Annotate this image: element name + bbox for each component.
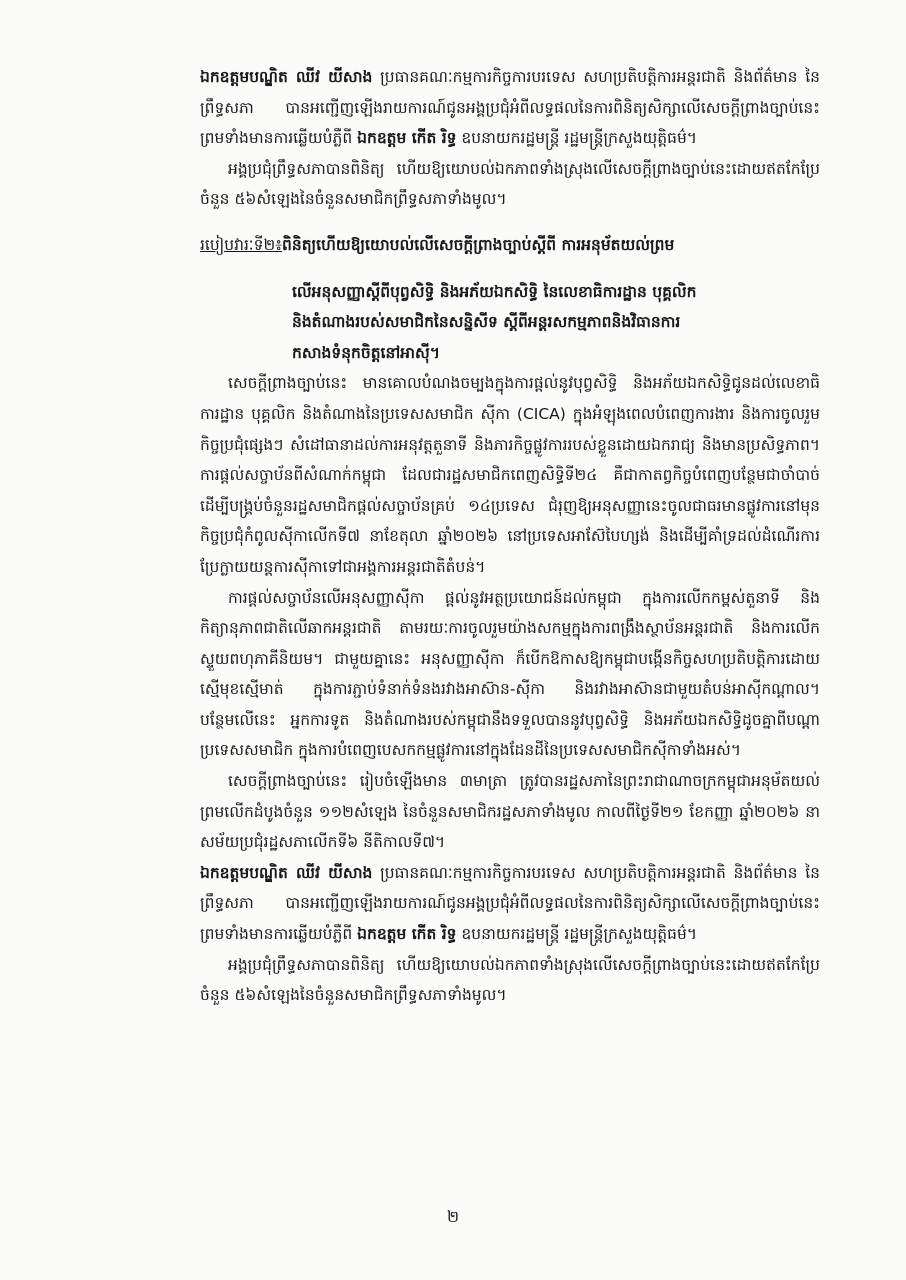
document-body xyxy=(200,62,820,1011)
paragraph-law-purpose: សេចក្តីព្រាងច្បាប់នេះ មានគោលបំណងចម្បងក្នុងការផ្តល់នូវបុព្វសិទ្ធិ និងអភ័យឯកសិទ្ធិជូនដល់លេខាធិការដ្ឋាន បុគ្គលិក និងតំណាងនៃប្រទេសសមាជិក ស៊ីកា (CICA) ក្នុងអំឡុងពេលបំពេញការងារ និងការចូលរួមកិច្ចប្រជុំផ្សេងៗ សំដៅធានាដល់ការអនុវត្តតួនាទី និងភារកិច្ចផ្លូវការរបស់ខ្លួនដោយឯករាជ្យ និងមានប្រសិទ្ធភាព។ ការផ្តល់សច្ចាប័នពីសំណាក់កម្ពុជា ដែលជារដ្ឋសមាជិកពេញសិទ្ធិទី២៤ គឺជាកាតព្វកិច្ចបំពេញបន្ថែមជាចាំបាច់ ដើម្បីបង្គ្រប់ចំនួនរដ្ឋសមាជិកផ្តល់សច្ចាប័នគ្រប់ ១៤ប្រទេស ជំរុញឱ្យអនុសញ្ញានេះចូលជាធរមានផ្លូវការនៅមុនកិច្ចប្រជុំកំពូលស៊ីកាលើកទី៧ នាខែតុលា ឆ្នាំ២០២៦ នៅប្រទេសអាស៊ែបៃហ្សង់ និងដើម្បីគាំទ្រដល់ដំណើរការប្រែក្លាយយន្តការស៊ីកាទៅជាអង្គការអន្តរជាតិតំបន់។ xyxy=(200,374,820,576)
paragraph-text: ប្រធានគណៈកម្មការកិច្ចការបរទេស សហប្រតិបត្តិការអន្តរជាតិ និងព័ត៌មាន នៃព្រឹទ្ធសភា បានអញ្ជើញឡើងរាយការណ៍ជូនអង្គប្រជុំអំពីលទ្ធផលនៃការពិនិត្យសិក្សាលើសេចក្តីព្រាងច្បាប់នេះ ព្រមទាំងមានការឆ្លើយបំភ្លឺពី xyxy=(200,863,821,944)
speaker-name: ឯកឧត្តមបណ្ឌិត ឈីវ យីសាង xyxy=(200,863,373,882)
paragraph-text: ឧបនាយករដ្ឋមន្ត្រី រដ្ឋមន្ត្រីក្រសួងយុត្តិធម៌។ xyxy=(456,925,698,944)
minister-name: ឯកឧត្តម កើត រិទ្ធ xyxy=(357,925,457,944)
speaker-name: ឯកឧត្តមបណ្ឌិត ឈីវ យីសាង xyxy=(200,68,373,86)
agenda-item-2 xyxy=(200,230,820,368)
paragraph-national-assembly-vote: សេចក្តីព្រាងច្បាប់នេះ រៀបចំឡើងមាន ៣មាត្រា ត្រូវបានរដ្ឋសភានៃព្រះរាជាណាចក្រកម្ពុជាអនុម័តយល់ព្រមលើកដំបូងចំនួន ១១២សំឡេង នៃចំនួនសមាជិករដ្ឋសភាទាំងមូល កាលពីថ្ងៃទី២១ ខែកញ្ញា ឆ្នាំ២០២៦ នាសម័យប្រជុំរដ្ឋសភាលើកទី៦ នីតិកាលទី៧។ xyxy=(200,772,820,852)
agenda-heading xyxy=(200,230,820,261)
agenda-title-line: ពិនិត្យហើយឱ្យយោបល់លើសេចក្តីព្រាងច្បាប់ស្តីពី ការអនុម័តយល់ព្រម xyxy=(282,236,675,255)
minister-name: ឯកឧត្តម កើត រិទ្ធ xyxy=(357,129,457,148)
page-number: ២ xyxy=(446,1207,460,1226)
paragraph-senate-report xyxy=(200,62,820,154)
paragraph-vote-result: អង្គប្រជុំព្រឹទ្ធសភាបានពិនិត្យ ហើយឱ្យយោបល់ឯកភាពទាំងស្រុងលើសេចក្តីព្រាងច្បាប់នេះដោយឥតកែប្រែចំនួន ៥៦សំឡេងនៃចំនួនសមាជិកព្រឹទ្ធសភាទាំងមូល។ xyxy=(200,955,820,1005)
paragraph-senate-report xyxy=(200,858,820,950)
paragraph-vote-result: អង្គប្រជុំព្រឹទ្ធសភាបានពិនិត្យ ហើយឱ្យយោបល់ឯកភាពទាំងស្រុងលើសេចក្តីព្រាងច្បាប់នេះដោយឥតកែប្រែចំនួន ៥៦សំឡេងនៃចំនួនសមាជិកព្រឹទ្ធសភាទាំងមូល។ xyxy=(200,159,820,209)
agenda-title-line: កសាងទំនុកចិត្តនៅអាស៊ី។ xyxy=(292,343,440,362)
agenda-title-line: និងតំណាងរបស់សមាជិកនៃសន្និសីទ ស្តីពីអន្តរសកម្មភាពនិងវិធានការ xyxy=(292,313,681,332)
paragraph-text: ប្រធានគណៈកម្មការកិច្ចការបរទេស សហប្រតិបត្តិការអន្តរជាតិ និងព័ត៌មាន នៃព្រឹទ្ធសភា បានអញ្ជើញឡើងរាយការណ៍ជូនអង្គប្រជុំអំពីលទ្ធផលនៃការពិនិត្យសិក្សាលើសេចក្តីព្រាងច្បាប់នេះ ព្រមទាំងមានការឆ្លើយបំភ្លឺពី xyxy=(200,68,821,148)
agenda-title-line: លើអនុសញ្ញាស្តីពីបុព្វសិទ្ធិ និងអភ័យឯកសិទ្ធិ នៃលេខាធិការដ្ឋាន បុគ្គលិក xyxy=(292,282,697,301)
paragraph-text: ឧបនាយករដ្ឋមន្ត្រី រដ្ឋមន្ត្រីក្រសួងយុត្តិធម៌។ xyxy=(456,129,698,148)
paragraph-ratification-benefits: ការផ្តល់សច្ចាប័នលើអនុសញ្ញាស៊ីកា ផ្តល់នូវអត្ថប្រយោជន៍ដល់កម្ពុជា ក្នុងការលើកកម្ពស់តួនាទី និងកិត្យានុភាពជាតិលើឆាកអន្តរជាតិ តាមរយៈការចូលរួមយ៉ាងសកម្មក្នុងការពង្រឹងស្ថាប័នអន្តរជាតិ និងការលើកស្ទួយពហុភាគីនិយម។ ជាមួយគ្នានេះ អនុសញ្ញាស៊ីកា ក៏បើកឱកាសឱ្យកម្ពុជាបង្កើនកិច្ចសហប្រតិបត្តិការដោយស្មើមុខស្មើមាត់ ក្នុងការភ្ជាប់ទំនាក់ទំនងរវាងអាស៊ាន-ស៊ីកា និងរវាងអាស៊ានជាមួយតំបន់អាស៊ីកណ្តាល។ បន្ថែមលើនេះ អ្នកការទូត និងតំណាងរបស់កម្ពុជានឹងទទួលបាននូវបុព្វសិទ្ធិ និងអភ័យឯកសិទ្ធិដូចគ្នាពីបណ្តាប្រទេសសមាជិក ក្នុងការបំពេញបេសកកម្មផ្លូវការនៅក្នុងដែនដីនៃប្រទេសសមាជិកស៊ីកាទាំងអស់។ xyxy=(200,588,820,760)
agenda-label: របៀបវារៈទី២៖ xyxy=(200,236,283,255)
